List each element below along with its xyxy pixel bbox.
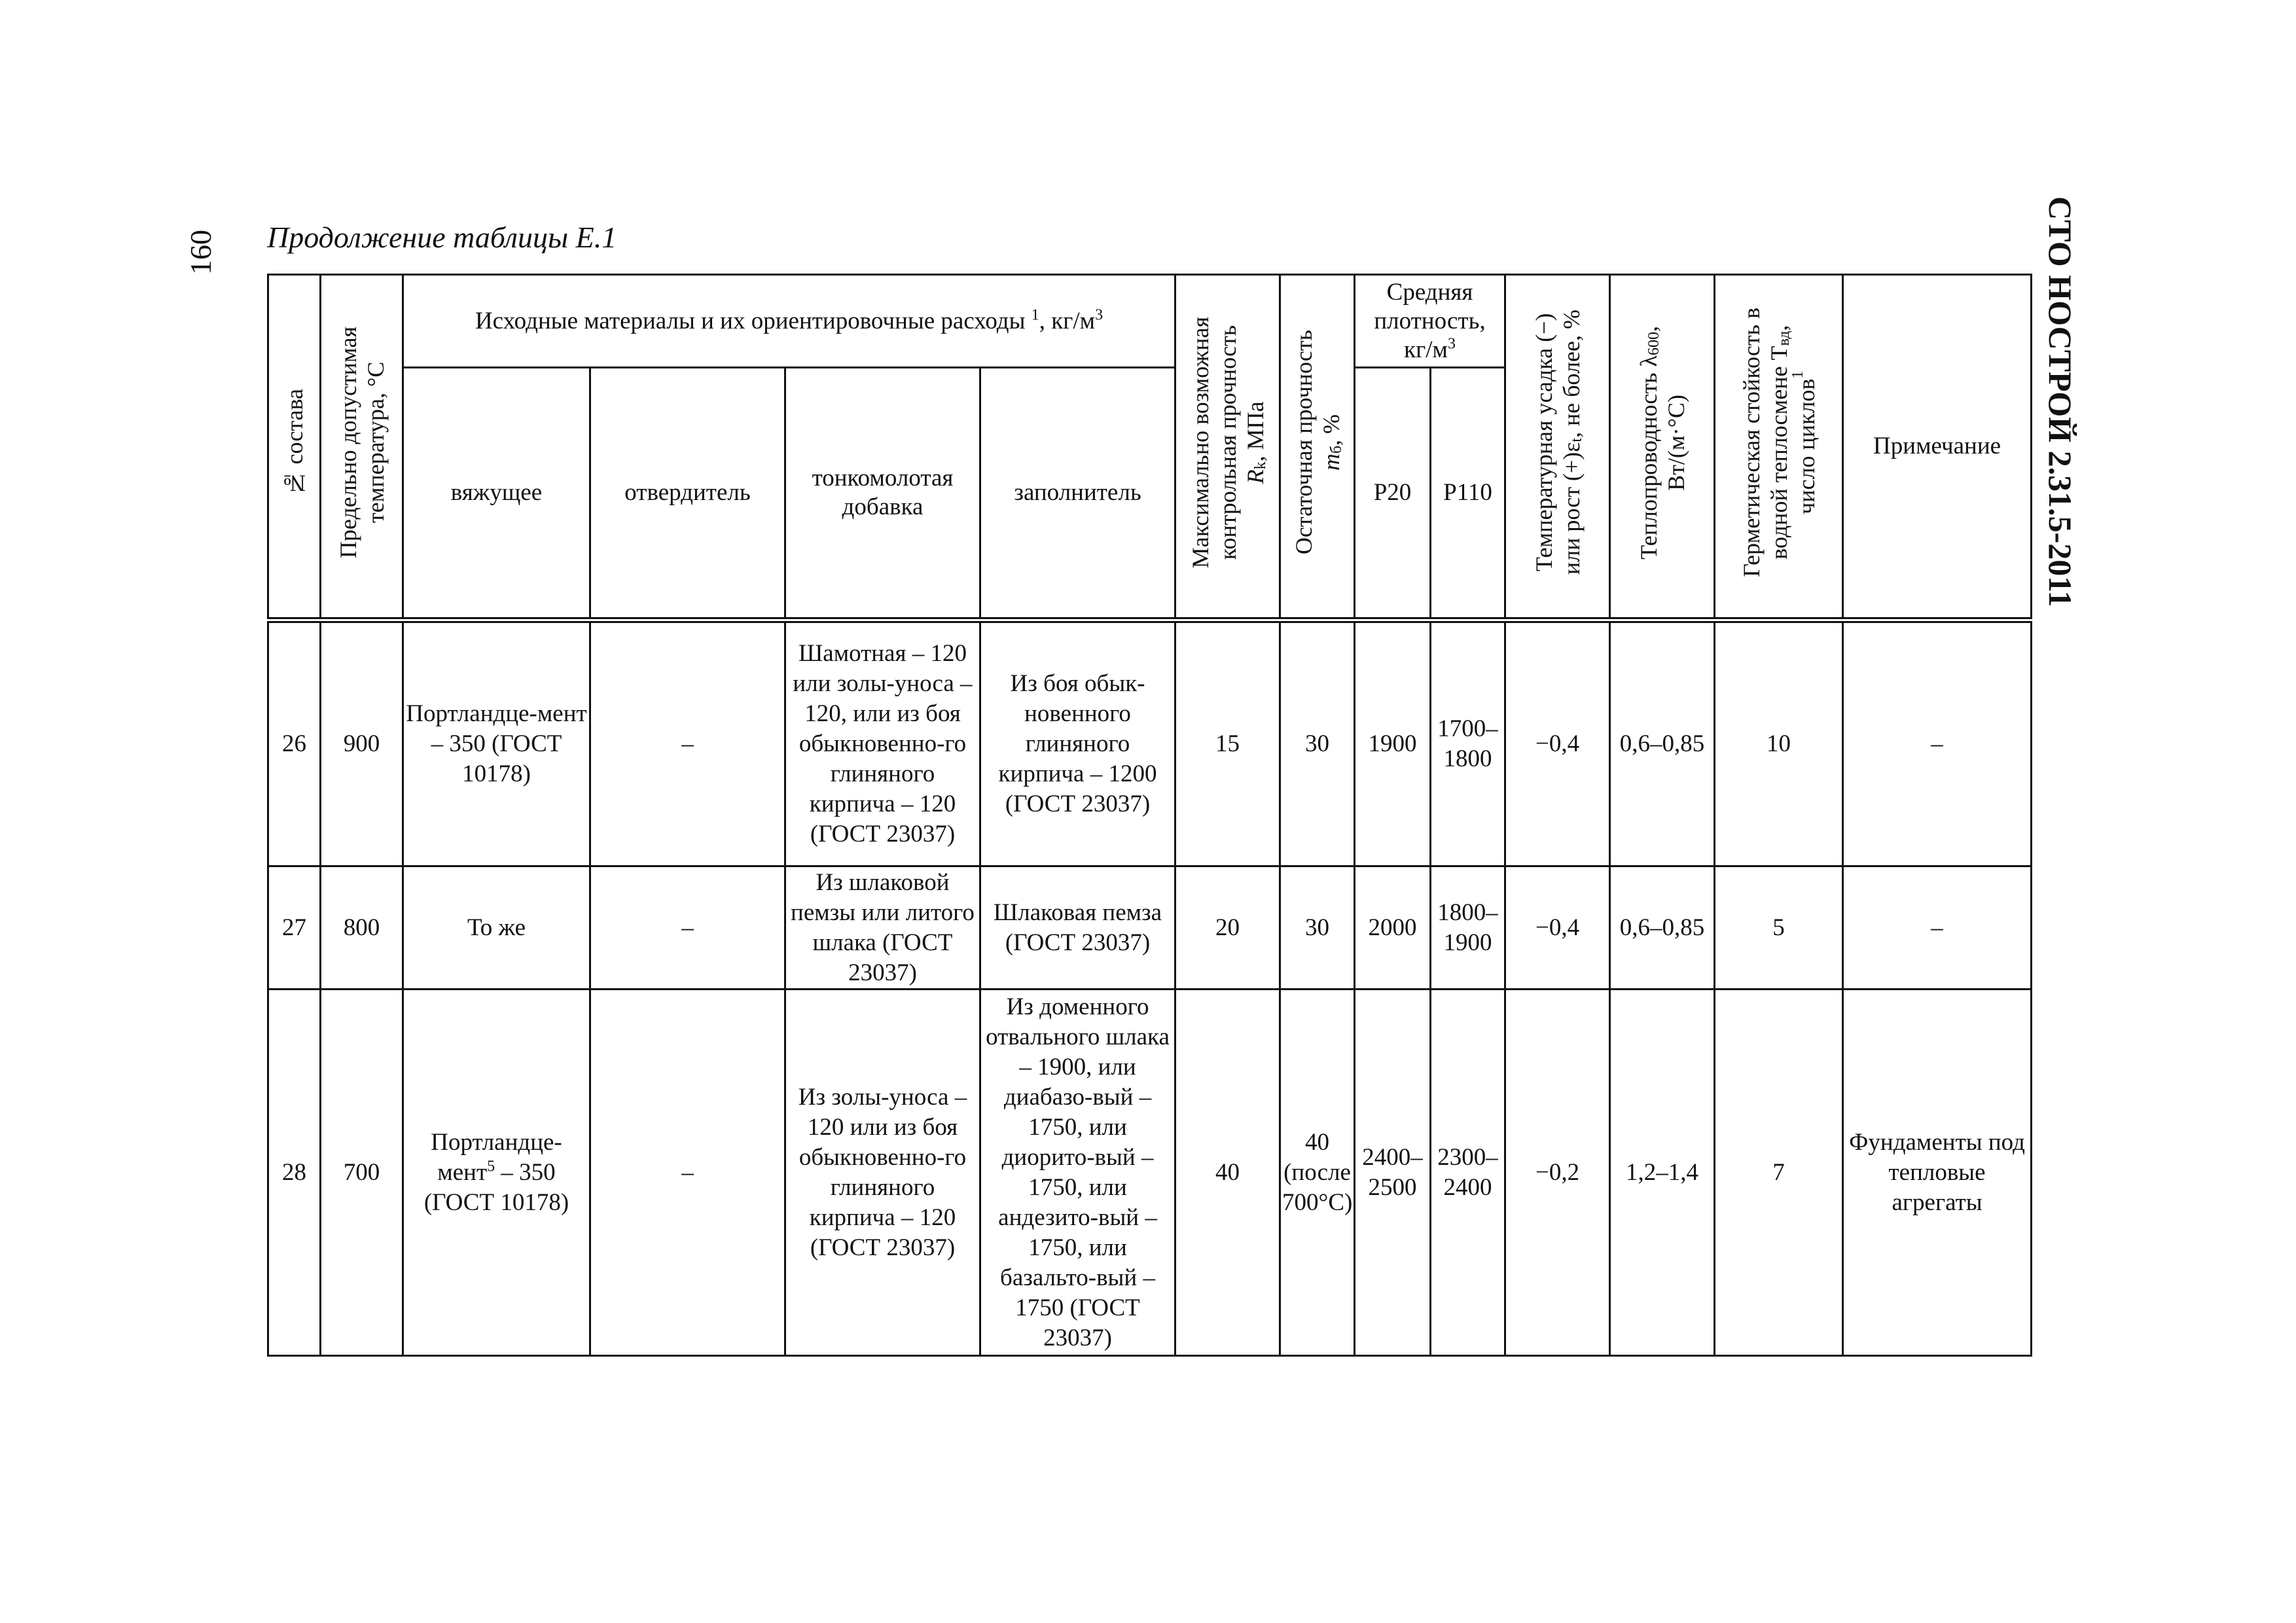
cell-p110: 2300–2400 — [1431, 990, 1505, 1356]
cell-strength: 15 — [1175, 620, 1280, 866]
cell-tightness: 7 — [1715, 990, 1843, 1356]
header-max-temp-line1: Предельно допустимая — [334, 326, 361, 559]
cell-residual: 30 — [1280, 620, 1355, 866]
cell-filler: Шлаковая пемза (ГОСТ 23037) — [980, 866, 1175, 990]
residual-unit: , % — [1318, 414, 1344, 446]
cell-filler: Из доменного отвального шлака – 1900, или диабазо-вый – 1750, или диорито-вый – 1750, или андезито-вый – 1750, или базальто-вый – 1750 (ГОСТ 23037) — [980, 990, 1175, 1356]
header-tightness-line2: водной теплосмене T — [1765, 346, 1792, 560]
header-strength — [1175, 275, 1280, 620]
header-residual-label — [1290, 330, 1345, 554]
table-row — [268, 866, 2032, 990]
strength-subscript: k — [1251, 461, 1269, 469]
header-max-temp-label — [334, 327, 389, 558]
cell-additive: Из золы-уноса – 120 или из боя обыкновенно-го глиняного кирпича – 120 (ГОСТ 23037) — [785, 990, 980, 1356]
header-p110: Р110 — [1431, 368, 1505, 620]
composition-table — [267, 274, 2032, 1357]
cell-temp: 900 — [321, 620, 403, 866]
cell-shrinkage: −0,2 — [1505, 990, 1610, 1356]
header-residual-line1: Остаточная прочность — [1290, 330, 1317, 555]
header-tightness-line3: число циклов — [1793, 378, 1820, 514]
cell-p110: 1700–1800 — [1431, 620, 1505, 866]
cell-hardener: – — [590, 620, 785, 866]
header-density-unit: кг/м — [1404, 336, 1448, 363]
header-materials-label: Исходные материалы и их ориентировочные расходы — [475, 307, 1026, 334]
table-row — [268, 620, 2032, 866]
header-max-temp — [321, 275, 403, 620]
header-conductivity-label — [1635, 326, 1690, 560]
cell-conductivity: 0,6–0,85 — [1610, 620, 1715, 866]
header-filler: заполнитель — [980, 368, 1175, 620]
page-number: 160 — [184, 230, 217, 275]
header-composition-no-label: № состава — [281, 388, 308, 497]
footnote-ref: 1 — [1031, 306, 1039, 324]
tightness-subscript: вд — [1775, 330, 1793, 346]
header-shrinkage-line1: Температурная усадка (−) — [1530, 313, 1557, 572]
density-unit-exponent: 3 — [1447, 335, 1456, 353]
strength-unit: , МПа — [1242, 401, 1268, 461]
header-strength-line2: контрольная прочность — [1214, 325, 1241, 560]
residual-subscript: б — [1327, 445, 1345, 454]
header-strength-label — [1187, 317, 1269, 568]
cell-conductivity: 0,6–0,85 — [1610, 866, 1715, 990]
table-caption: Продолжение таблицы Е.1 — [267, 221, 617, 254]
header-tightness-label — [1738, 308, 1820, 577]
shrinkage-unit: , не более, % — [1558, 310, 1585, 438]
header-shrinkage-line2: или рост (+)ε — [1558, 442, 1585, 575]
cell-binder-rest: – 350 (ГОСТ 10178) — [423, 1158, 569, 1216]
cell-binder: То же — [403, 866, 590, 990]
header-materials-group — [403, 275, 1175, 368]
header-conductivity-line2: Вт/(м·°С) — [1662, 394, 1689, 491]
tightness-footnote: 1 — [1789, 370, 1806, 379]
cell-binder-text: Портландце-мент — [431, 1128, 562, 1186]
cell-additive: Шамотная – 120 или золы-уноса – 120, или из боя обыкновенно-го глиняного кирпича – 120 (ГОСТ 23037) — [785, 620, 980, 866]
header-tightness — [1715, 275, 1843, 620]
cell-no: 28 — [268, 990, 321, 1356]
header-residual — [1280, 275, 1355, 620]
binder-footnote: 5 — [487, 1158, 495, 1175]
header-shrinkage — [1505, 275, 1610, 620]
cell-strength: 20 — [1175, 866, 1280, 990]
cell-tightness: 5 — [1715, 866, 1843, 990]
tightness-comma: , — [1765, 325, 1792, 331]
document-code: СТО НОСТРОЙ 2.31.5-2011 — [2042, 196, 2079, 607]
cell-p20: 2000 — [1355, 866, 1431, 990]
cell-residual: 40 (после 700°С) — [1280, 990, 1355, 1356]
header-binder: вяжущее — [403, 368, 590, 620]
cell-hardener: – — [590, 990, 785, 1356]
header-tightness-line1: Герметическая стойкость в — [1738, 308, 1765, 577]
header-note: Примечание — [1843, 275, 2032, 620]
cell-no: 26 — [268, 620, 321, 866]
table-row — [268, 990, 2032, 1356]
unit-exponent: 3 — [1095, 306, 1103, 324]
cell-note: Фундаменты под тепловые агрегаты — [1843, 990, 2032, 1356]
cell-tightness: 10 — [1715, 620, 1843, 866]
cell-binder — [403, 990, 590, 1356]
cell-temp: 800 — [321, 866, 403, 990]
cell-p20: 2400–2500 — [1355, 990, 1431, 1356]
residual-symbol: m — [1318, 454, 1344, 471]
conductivity-comma: , — [1635, 325, 1662, 332]
header-density-group — [1355, 275, 1505, 368]
header-strength-line1: Максимально возможная — [1187, 316, 1213, 569]
header-conductivity — [1610, 275, 1715, 620]
cell-hardener: – — [590, 866, 785, 990]
shrinkage-subscript: t — [1568, 438, 1585, 443]
cell-p110: 1800–1900 — [1431, 866, 1505, 990]
conductivity-subscript: 600 — [1645, 331, 1662, 355]
header-max-temp-line2: температура, °С — [362, 361, 389, 524]
cell-filler: Из боя обык-новенного глиняного кирпича – 1200 (ГОСТ 23037) — [980, 620, 1175, 866]
cell-shrinkage: −0,4 — [1505, 620, 1610, 866]
cell-shrinkage: −0,4 — [1505, 866, 1610, 990]
header-fine-additive: тонкомолотая добавка — [785, 368, 980, 620]
cell-strength: 40 — [1175, 990, 1280, 1356]
header-conductivity-line1: Теплопроводность λ — [1635, 355, 1662, 560]
cell-conductivity: 1,2–1,4 — [1610, 990, 1715, 1356]
header-row-top — [268, 275, 2032, 368]
cell-note: – — [1843, 866, 2032, 990]
header-shrinkage-label — [1530, 310, 1585, 575]
cell-note: – — [1843, 620, 2032, 866]
cell-additive: Из шлаковой пемзы или литого шлака (ГОСТ 23037) — [785, 866, 980, 990]
cell-binder: Портландце-мент – 350 (ГОСТ 10178) — [403, 620, 590, 866]
cell-temp: 700 — [321, 990, 403, 1356]
header-hardener: отвердитель — [590, 368, 785, 620]
cell-no: 27 — [268, 866, 321, 990]
header-p20: Р20 — [1355, 368, 1431, 620]
header-materials-unit: , кг/м — [1039, 307, 1096, 334]
header-density-label: Средняя плотность, — [1374, 278, 1486, 334]
strength-symbol: R — [1242, 469, 1268, 484]
header-composition-no — [268, 275, 321, 620]
cell-p20: 1900 — [1355, 620, 1431, 866]
cell-residual: 30 — [1280, 866, 1355, 990]
